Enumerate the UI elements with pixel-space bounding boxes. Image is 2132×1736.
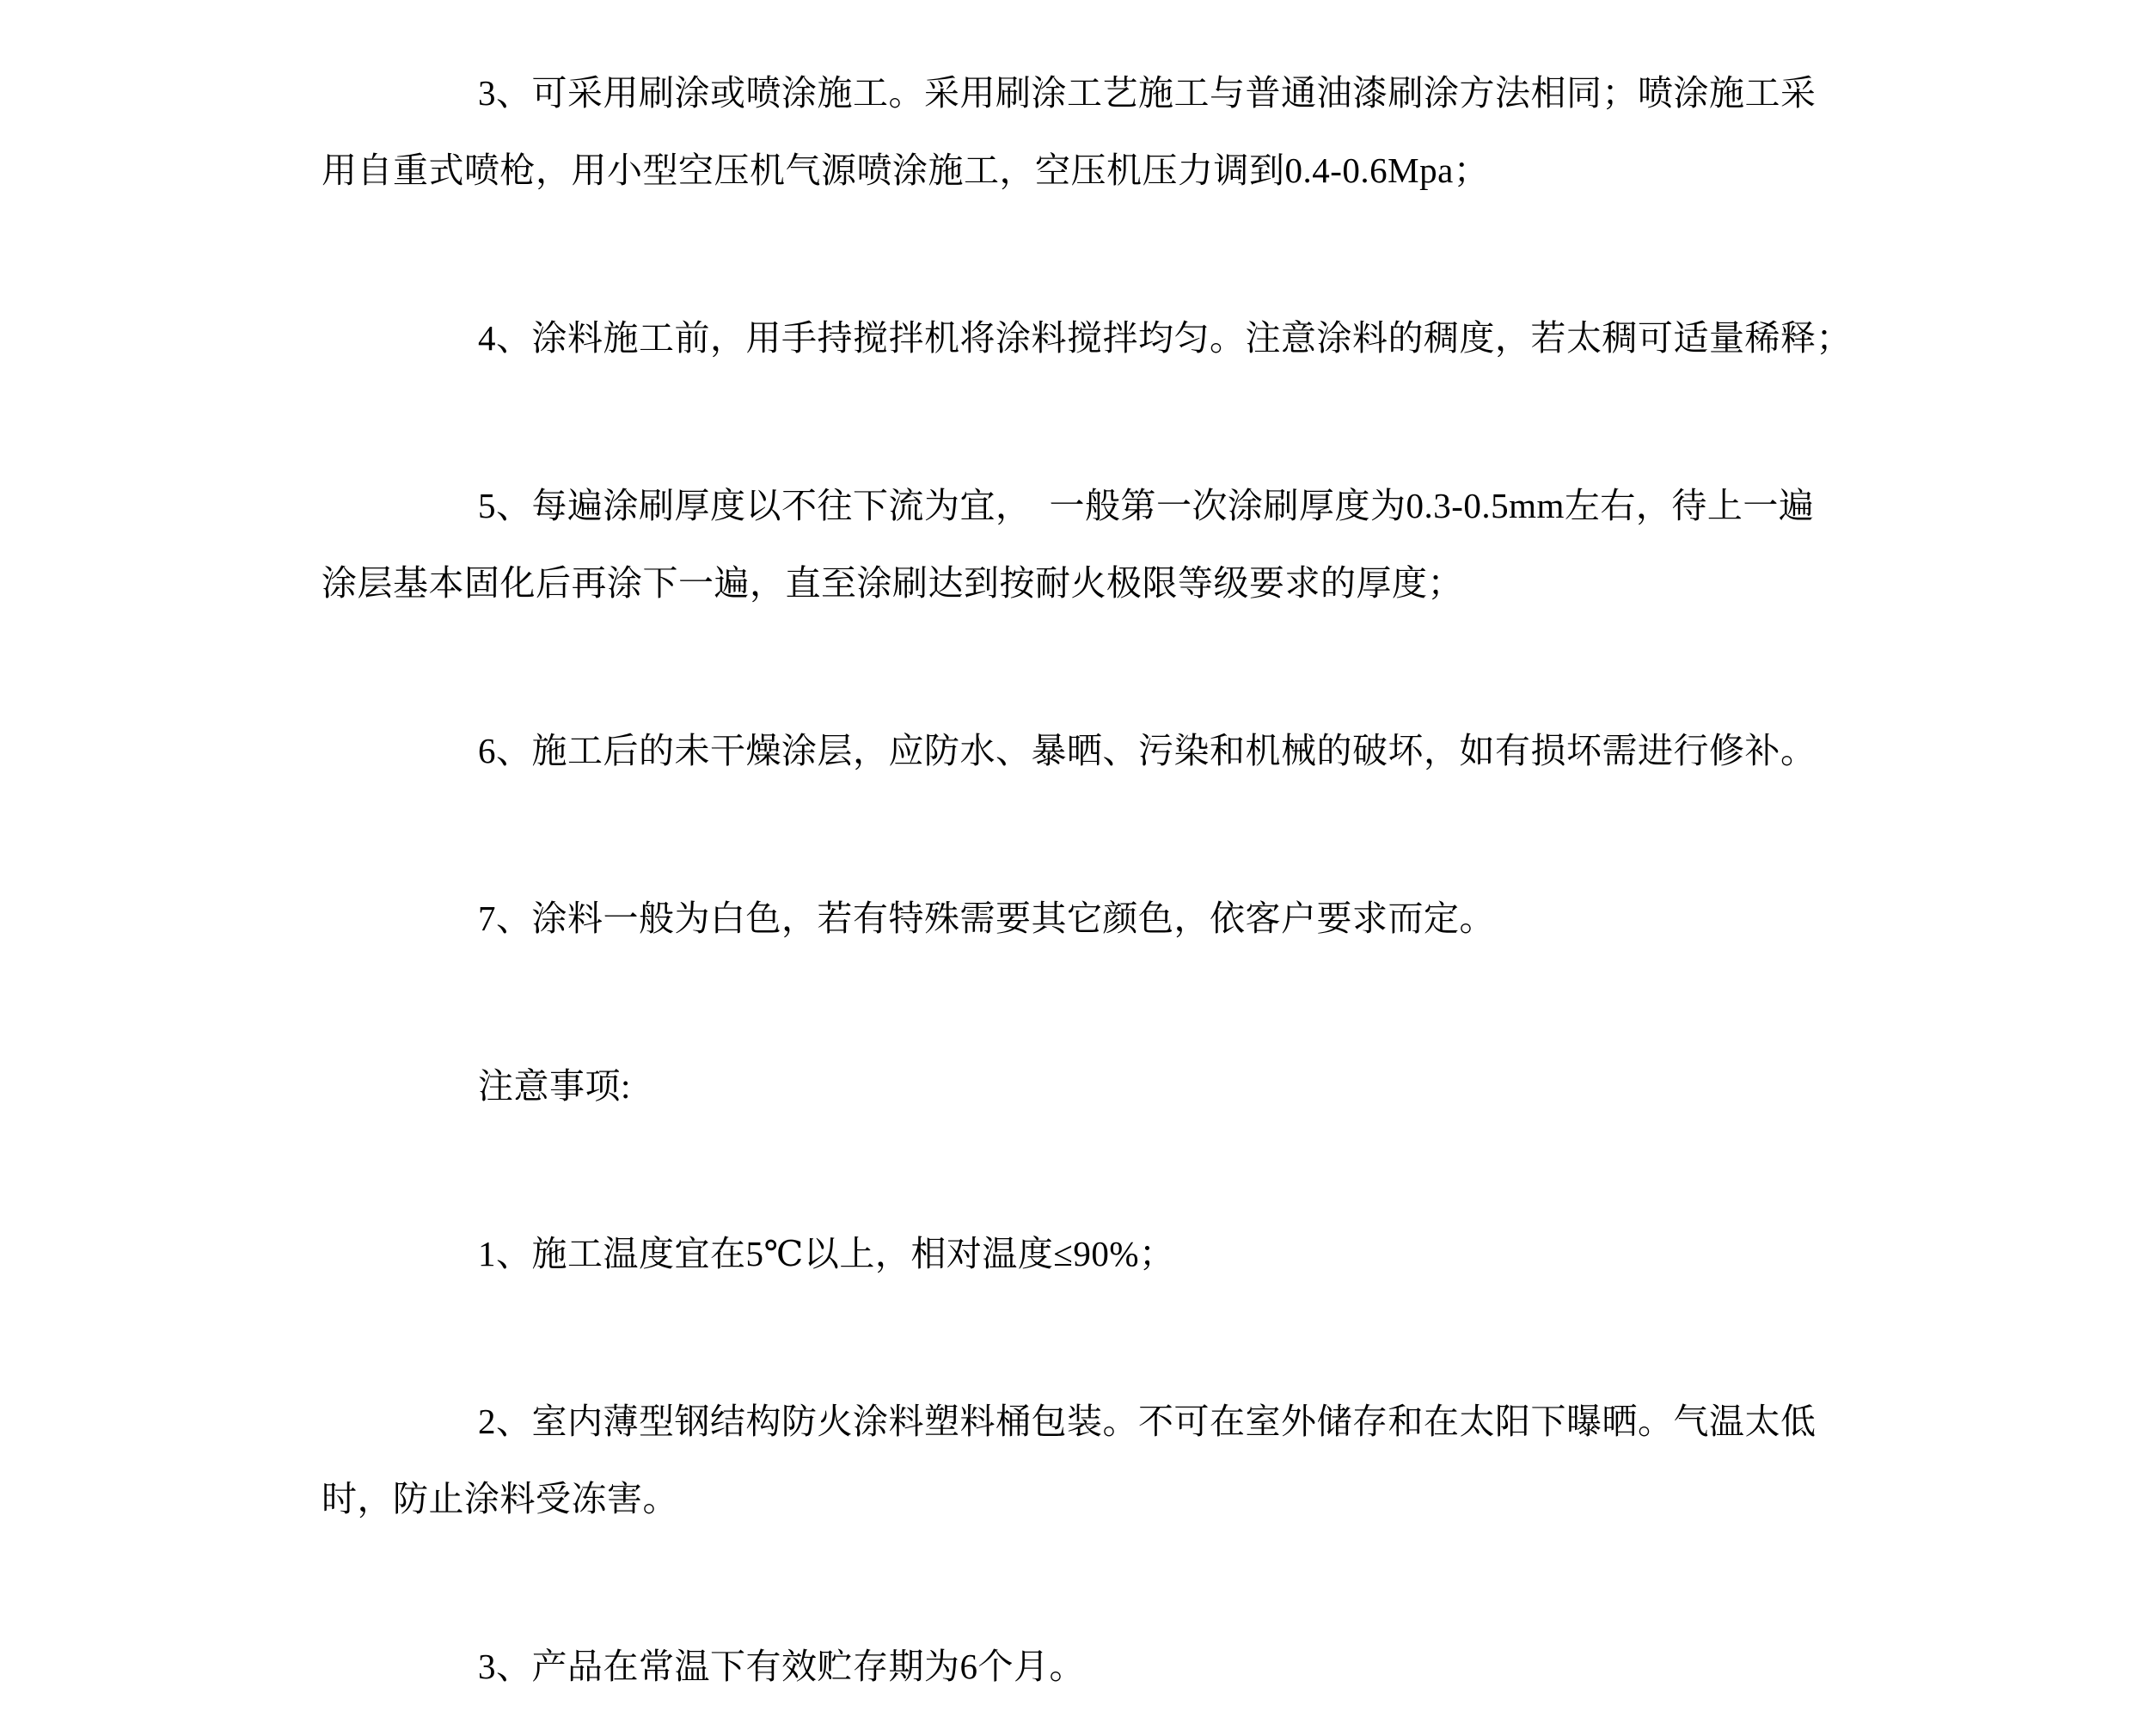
paragraph-step-3 [322, 54, 2132, 209]
paragraph-step-5 [322, 467, 2132, 622]
text-line: 3、产品在常温下有效贮存期为6个月。 [478, 1647, 1085, 1686]
text-line: 涂层基本固化后再涂下一遍，直至涂刷达到按耐火极限等级要求的厚度； [322, 563, 1463, 603]
text-line: 时，防止涂料受冻害。 [322, 1479, 678, 1518]
paragraph-step-4 [322, 299, 2132, 377]
paragraph-note-2 [322, 1383, 2132, 1537]
text-line: 5、每遍涂刷厚度以不往下流为宜， 一般第一次涂刷厚度为0.3-0.5mm左右，待上一遍 [478, 486, 1815, 525]
paragraph-step-6 [322, 712, 2132, 789]
text-line: 注意事项: [478, 1066, 631, 1106]
text-line: 用自重式喷枪，用小型空压机气源喷涂施工，空压机压力调到0.4-0.6Mpa； [322, 150, 1490, 190]
paragraph-note-3 [322, 1628, 2132, 1705]
section-heading-notes [322, 1047, 2132, 1125]
paragraph-note-1 [322, 1215, 2132, 1292]
paragraph-step-7 [322, 880, 2132, 957]
text-line: 4、涂料施工前，用手持搅拌机将涂料搅拌均匀。注意涂料的稠度，若太稠可适量稀释； [478, 318, 1852, 358]
text-line: 2、室内薄型钢结构防火涂料塑料桶包装。不可在室外储存和在太阳下曝晒。气温太低 [478, 1402, 1816, 1441]
text-line: 6、施工后的未干燥涂层，应防水、暴晒、污染和机械的破坏，如有损坏需进行修补。 [478, 731, 1816, 770]
text-line: 7、涂料一般为白色，若有特殊需要其它颜色，依客户要求而定。 [478, 899, 1495, 938]
text-line: 3、可采用刷涂或喷涂施工。采用刷涂工艺施工与普通油漆刷涂方法相同；喷涂施工采 [478, 73, 1816, 113]
text-line: 1、施工温度宜在5℃以上，相对温度≤90%； [478, 1234, 1175, 1273]
